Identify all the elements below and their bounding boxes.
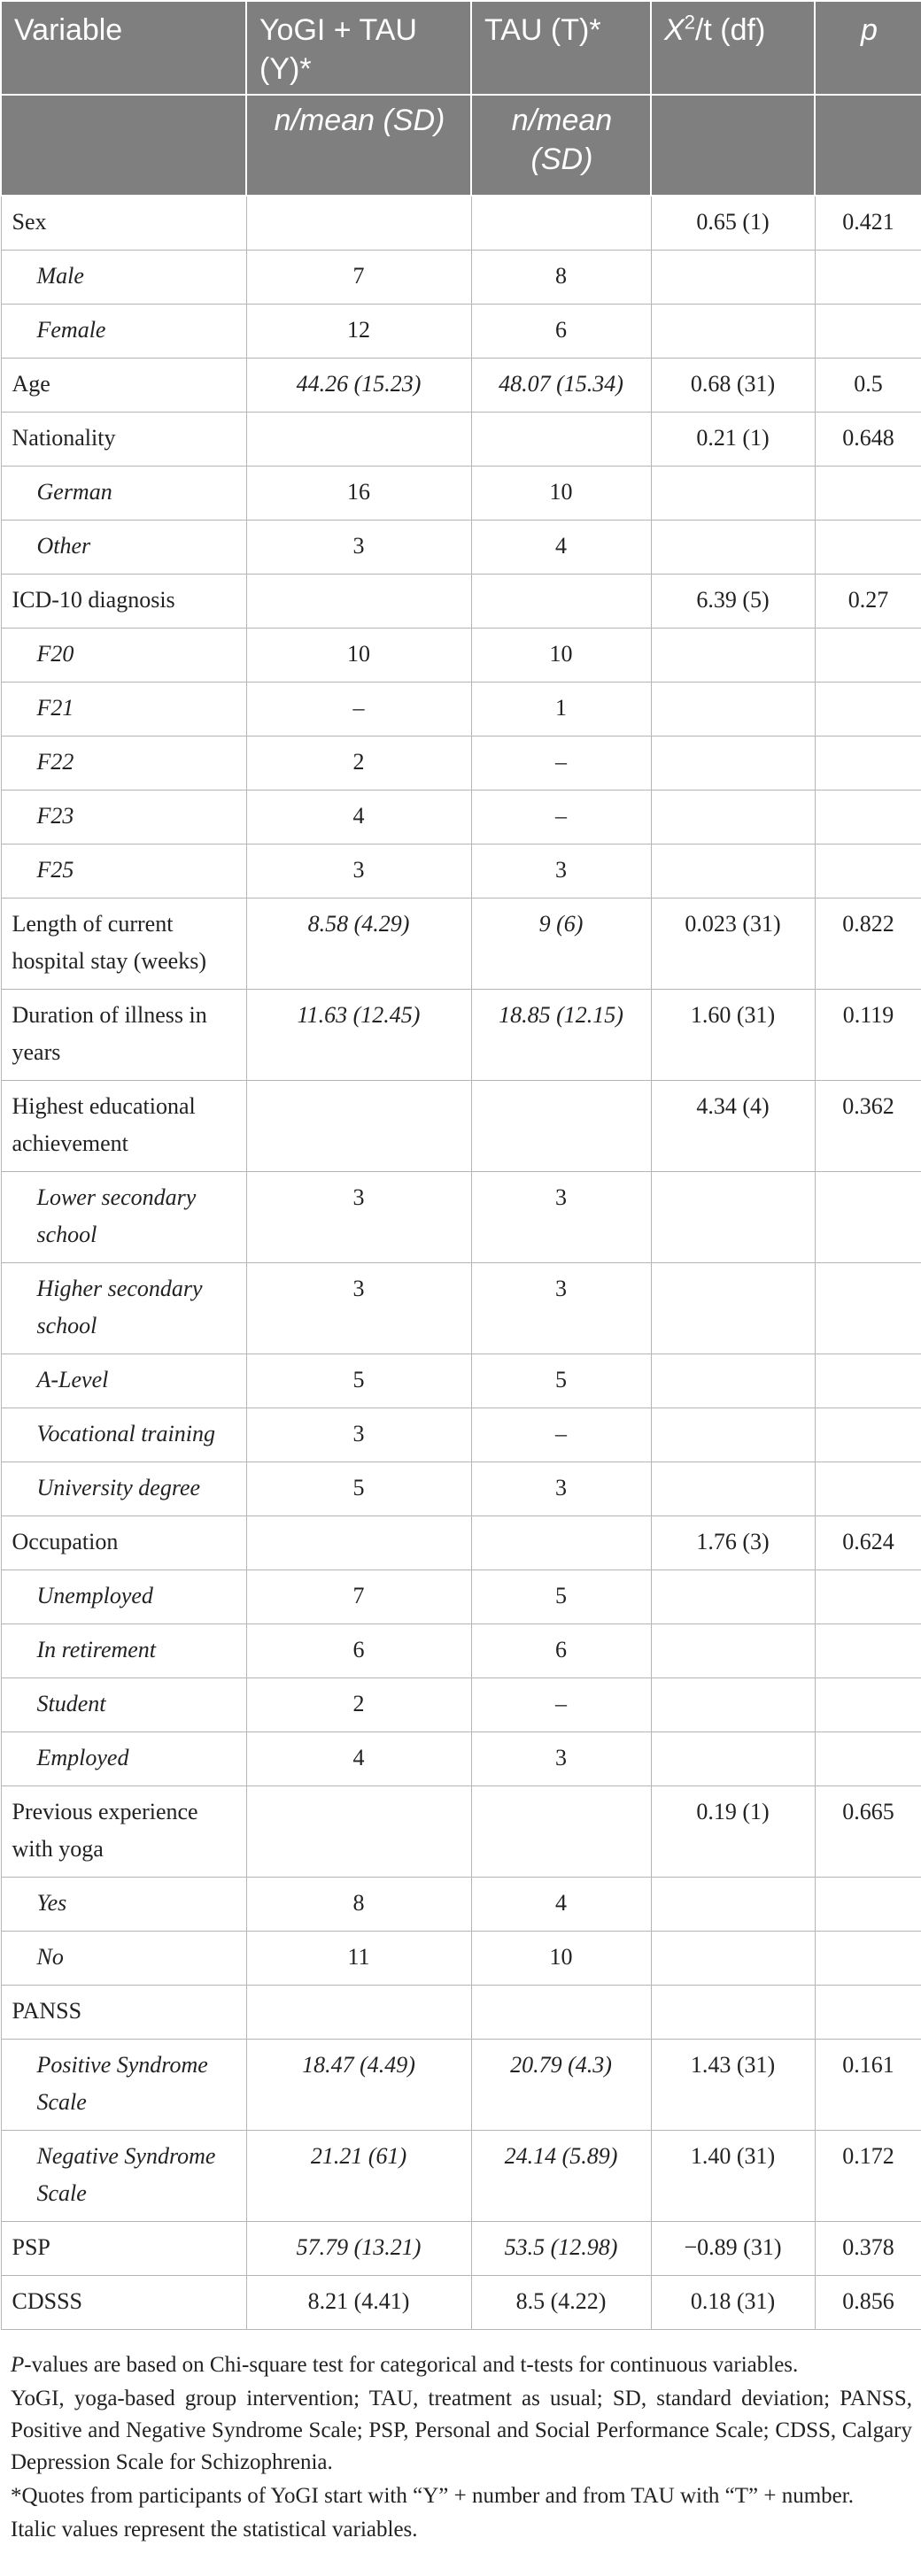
cell-stat: [651, 1408, 815, 1462]
cell-stat: [651, 1986, 815, 2040]
table-row: [1, 305, 921, 359]
row-label: Length of current hospital stay (weeks): [1, 899, 246, 990]
cell-stat: [651, 467, 815, 521]
cell-p: 0.665: [815, 1786, 921, 1878]
table-row: [1, 1570, 921, 1624]
table-row: [1, 1462, 921, 1516]
cell-tau: 4: [471, 1878, 651, 1932]
table-row: [1, 196, 921, 251]
cell-stat: [651, 1462, 815, 1516]
table-row: [1, 1878, 921, 1932]
cell-stat: [651, 1354, 815, 1408]
table-row: [1, 1732, 921, 1786]
cell-p: 0.27: [815, 575, 921, 629]
table-row: [1, 521, 921, 575]
cell-tau: –: [471, 1678, 651, 1732]
row-label: Student: [1, 1678, 246, 1732]
cell-stat: [651, 1932, 815, 1986]
footnote-quotes: *Quotes from participants of YoGI start with “Y” + number and from TAU with “T” + number.: [11, 2484, 854, 2508]
row-label: Previous experience with yoga: [1, 1786, 246, 1878]
cell-yogi-tau: 8.21 (4.41): [246, 2276, 471, 2330]
cell-p: [815, 737, 921, 791]
cell-tau: 18.85 (12.15): [471, 990, 651, 1081]
cell-tau: [471, 1516, 651, 1570]
row-label: In retirement: [1, 1624, 246, 1678]
cell-tau: 3: [471, 1462, 651, 1516]
cell-stat: [651, 305, 815, 359]
cell-stat: 0.65 (1): [651, 196, 815, 251]
table-row: [1, 1932, 921, 1986]
cell-yogi-tau: 3: [246, 845, 471, 899]
row-label: German: [1, 467, 246, 521]
cell-stat: [651, 1624, 815, 1678]
cell-tau: 5: [471, 1354, 651, 1408]
cell-tau: 3: [471, 1172, 651, 1263]
header-sub-empty-5: [815, 95, 921, 196]
row-label: PANSS: [1, 1986, 246, 2040]
cell-tau: [471, 1986, 651, 2040]
cell-p: [815, 1678, 921, 1732]
cell-tau: 10: [471, 1932, 651, 1986]
cell-tau: 8: [471, 251, 651, 305]
cell-tau: [471, 196, 651, 251]
cell-yogi-tau: 5: [246, 1462, 471, 1516]
row-label: Sex: [1, 196, 246, 251]
header-variable: Variable: [1, 1, 246, 95]
row-label: Duration of illness in years: [1, 990, 246, 1081]
cell-tau: 6: [471, 305, 651, 359]
table-row: [1, 1263, 921, 1354]
footnote-abbreviations: YoGI, yoga-based group intervention; TAU, treatment as usual; SD, standard deviation; PANSS, Positive and Negative Syndrome Scale; PSP, Personal and Social Performance Scale; CDSS, Calgary Depression Scale for Schizophrenia.: [11, 2387, 912, 2474]
cell-stat: 1.40 (31): [651, 2131, 815, 2222]
cell-stat: [651, 1878, 815, 1932]
cell-stat: [651, 1570, 815, 1624]
header-tau: TAU (T)*: [471, 1, 651, 95]
cell-p: [815, 305, 921, 359]
cell-p: 0.362: [815, 1081, 921, 1172]
table-row: [1, 990, 921, 1081]
cell-p: [815, 845, 921, 899]
cell-yogi-tau: 2: [246, 737, 471, 791]
cell-tau: 1: [471, 683, 651, 737]
cell-p: [815, 1172, 921, 1263]
header-stat-x: X: [664, 13, 685, 47]
cell-tau: –: [471, 1408, 651, 1462]
cell-tau: 53.5 (12.98): [471, 2222, 651, 2276]
table-row: [1, 2040, 921, 2131]
table-row: [1, 899, 921, 990]
cell-p: [815, 467, 921, 521]
table-row: [1, 1408, 921, 1462]
cell-p: [815, 683, 921, 737]
table-row: [1, 1172, 921, 1263]
header-stat-sup: 2: [684, 11, 695, 34]
row-label: A-Level: [1, 1354, 246, 1408]
cell-yogi-tau: 5: [246, 1354, 471, 1408]
row-label: Occupation: [1, 1516, 246, 1570]
cell-yogi-tau: [246, 196, 471, 251]
cell-yogi-tau: [246, 575, 471, 629]
row-label: Male: [1, 251, 246, 305]
cell-p: 0.119: [815, 990, 921, 1081]
cell-yogi-tau: 10: [246, 629, 471, 683]
cell-stat: 1.60 (31): [651, 990, 815, 1081]
table-row: [1, 251, 921, 305]
table-row: [1, 413, 921, 467]
cell-yogi-tau: 3: [246, 1263, 471, 1354]
cell-yogi-tau: 44.26 (15.23): [246, 359, 471, 413]
cell-p: [815, 1878, 921, 1932]
cell-p: 0.624: [815, 1516, 921, 1570]
cell-yogi-tau: 4: [246, 791, 471, 845]
cell-yogi-tau: [246, 1786, 471, 1878]
cell-stat: [651, 1732, 815, 1786]
cell-stat: [651, 737, 815, 791]
cell-stat: 6.39 (5): [651, 575, 815, 629]
table-row: [1, 2276, 921, 2330]
cell-yogi-tau: 57.79 (13.21): [246, 2222, 471, 2276]
cell-yogi-tau: 21.21 (61): [246, 2131, 471, 2222]
cell-stat: 0.19 (1): [651, 1786, 815, 1878]
cell-yogi-tau: 3: [246, 1408, 471, 1462]
cell-stat: 0.023 (31): [651, 899, 815, 990]
cell-tau: [471, 575, 651, 629]
cell-stat: 0.18 (31): [651, 2276, 815, 2330]
cell-tau: 4: [471, 521, 651, 575]
row-label: F25: [1, 845, 246, 899]
cell-p: 0.421: [815, 196, 921, 251]
cell-stat: [651, 629, 815, 683]
cell-p: [815, 1354, 921, 1408]
cell-stat: [651, 845, 815, 899]
cell-p: [815, 1932, 921, 1986]
cell-p: [815, 1986, 921, 2040]
table-row: [1, 683, 921, 737]
cell-yogi-tau: 11: [246, 1932, 471, 1986]
cell-yogi-tau: [246, 1081, 471, 1172]
cell-tau: 20.79 (4.3): [471, 2040, 651, 2131]
table-row: [1, 575, 921, 629]
cell-tau: [471, 413, 651, 467]
row-label: Employed: [1, 1732, 246, 1786]
footnote-p-italic: P: [11, 2353, 25, 2377]
row-label: Yes: [1, 1878, 246, 1932]
cell-yogi-tau: 7: [246, 251, 471, 305]
table-row: [1, 467, 921, 521]
row-label: F23: [1, 791, 246, 845]
row-label: Age: [1, 359, 246, 413]
cell-p: [815, 1408, 921, 1462]
table-row: [1, 1986, 921, 2040]
cell-p: 0.161: [815, 2040, 921, 2131]
row-label: CDSSS: [1, 2276, 246, 2330]
cell-stat: 1.76 (3): [651, 1516, 815, 1570]
cell-tau: [471, 1081, 651, 1172]
cell-yogi-tau: 2: [246, 1678, 471, 1732]
cell-tau: 3: [471, 845, 651, 899]
cell-p: [815, 1263, 921, 1354]
cell-yogi-tau: 6: [246, 1624, 471, 1678]
table-row: [1, 2222, 921, 2276]
cell-stat: [651, 1263, 815, 1354]
table-header: [1, 1, 921, 196]
row-label: No: [1, 1932, 246, 1986]
table-row: [1, 1081, 921, 1172]
footnote-italic: Italic values represent the statistical variables.: [11, 2518, 418, 2541]
cell-tau: –: [471, 737, 651, 791]
table-row: [1, 1516, 921, 1570]
table-row: [1, 1354, 921, 1408]
cell-stat: 0.68 (31): [651, 359, 815, 413]
table-footnotes: [0, 2330, 921, 2546]
row-label: PSP: [1, 2222, 246, 2276]
cell-p: [815, 521, 921, 575]
row-label: Negative Syndrome Scale: [1, 2131, 246, 2222]
cell-stat: [651, 251, 815, 305]
cell-tau: 3: [471, 1732, 651, 1786]
cell-yogi-tau: [246, 413, 471, 467]
cell-stat: [651, 1678, 815, 1732]
cell-tau: 8.5 (4.22): [471, 2276, 651, 2330]
row-label: F22: [1, 737, 246, 791]
row-label: Female: [1, 305, 246, 359]
cell-tau: 48.07 (15.34): [471, 359, 651, 413]
cell-stat: −0.89 (31): [651, 2222, 815, 2276]
row-label: University degree: [1, 1462, 246, 1516]
table-row: [1, 737, 921, 791]
table-row: [1, 2131, 921, 2222]
row-label: Positive Syndrome Scale: [1, 2040, 246, 2131]
header-stat-rest: /t (df): [694, 13, 766, 47]
table-row: [1, 845, 921, 899]
cell-yogi-tau: 3: [246, 1172, 471, 1263]
table-body: [1, 196, 921, 2330]
row-label: Vocational training: [1, 1408, 246, 1462]
table-row: [1, 791, 921, 845]
cell-p: [815, 791, 921, 845]
cell-yogi-tau: [246, 1986, 471, 2040]
cell-tau: –: [471, 791, 651, 845]
row-label: Unemployed: [1, 1570, 246, 1624]
cell-yogi-tau: 8.58 (4.29): [246, 899, 471, 990]
row-label: Other: [1, 521, 246, 575]
table-row: [1, 1786, 921, 1878]
cell-p: [815, 629, 921, 683]
cell-stat: [651, 683, 815, 737]
cell-p: 0.822: [815, 899, 921, 990]
cell-tau: 5: [471, 1570, 651, 1624]
cell-yogi-tau: –: [246, 683, 471, 737]
cell-stat: [651, 521, 815, 575]
row-label: Higher secondary school: [1, 1263, 246, 1354]
cell-p: [815, 1462, 921, 1516]
table-row: [1, 1624, 921, 1678]
cell-tau: 6: [471, 1624, 651, 1678]
cell-stat: [651, 1172, 815, 1263]
cell-tau: 9 (6): [471, 899, 651, 990]
row-label: F20: [1, 629, 246, 683]
row-label: ICD-10 diagnosis: [1, 575, 246, 629]
table-row: [1, 629, 921, 683]
cell-stat: [651, 791, 815, 845]
header-yogi-tau: YoGI + TAU (Y)*: [246, 1, 471, 95]
cell-p: [815, 1732, 921, 1786]
cell-yogi-tau: 3: [246, 521, 471, 575]
cell-yogi-tau: 4: [246, 1732, 471, 1786]
cell-tau: 10: [471, 629, 651, 683]
row-label: Lower secondary school: [1, 1172, 246, 1263]
footnote-pvalues: [11, 2349, 912, 2381]
cell-p: [815, 1570, 921, 1624]
header-sub-yogi: n/mean (SD): [246, 95, 471, 196]
cell-tau: 24.14 (5.89): [471, 2131, 651, 2222]
cell-yogi-tau: 18.47 (4.49): [246, 2040, 471, 2131]
table-row: [1, 1678, 921, 1732]
row-label: Nationality: [1, 413, 246, 467]
cell-p: 0.378: [815, 2222, 921, 2276]
header-sub-tau: n/mean (SD): [471, 95, 651, 196]
cell-p: [815, 251, 921, 305]
cell-tau: 3: [471, 1263, 651, 1354]
cell-p: 0.172: [815, 2131, 921, 2222]
cell-p: 0.856: [815, 2276, 921, 2330]
cell-p: 0.5: [815, 359, 921, 413]
header-p: [815, 1, 921, 95]
cell-stat: 1.43 (31): [651, 2040, 815, 2131]
cell-p: [815, 1624, 921, 1678]
footnote-pvalues-text: -values are based on Chi-square test for categorical and t-tests for continuous variables.: [24, 2353, 799, 2377]
cell-stat: 4.34 (4): [651, 1081, 815, 1172]
cell-stat: 0.21 (1): [651, 413, 815, 467]
cell-yogi-tau: 11.63 (12.45): [246, 990, 471, 1081]
cell-tau: [471, 1786, 651, 1878]
cell-yogi-tau: 12: [246, 305, 471, 359]
header-p-label: p: [861, 13, 878, 47]
row-label: Highest educational achievement: [1, 1081, 246, 1172]
header-stat: [651, 1, 815, 95]
cell-yogi-tau: [246, 1516, 471, 1570]
cell-yogi-tau: 16: [246, 467, 471, 521]
row-label: F21: [1, 683, 246, 737]
cell-tau: 10: [471, 467, 651, 521]
table-row: [1, 359, 921, 413]
cell-yogi-tau: 8: [246, 1878, 471, 1932]
cell-p: 0.648: [815, 413, 921, 467]
cell-yogi-tau: 7: [246, 1570, 471, 1624]
header-sub-empty-4: [651, 95, 815, 196]
header-sub-empty-1: [1, 95, 246, 196]
